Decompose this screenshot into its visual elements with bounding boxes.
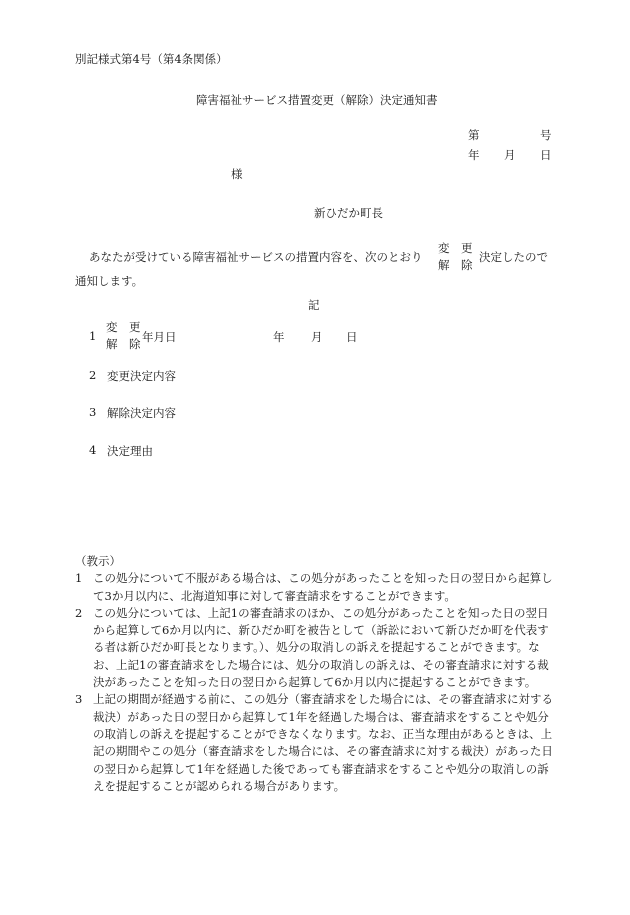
item-3-label: 解除決定内容 <box>107 406 176 420</box>
body-lead: あなたが受けている障害福祉サービスの措置内容を、次のとおり <box>89 250 423 264</box>
option-change: 変 更 <box>438 241 473 255</box>
option-release: 解 除 <box>438 258 473 272</box>
item-1-option-release: 解 除 <box>106 337 141 351</box>
form-label: 別記様式第4号（第4条関係） <box>75 52 228 66</box>
instruction-item-num: 2 <box>75 605 83 620</box>
item-4-num: 4 <box>89 443 97 457</box>
item-3-num: 3 <box>89 405 97 419</box>
body-option-stack <box>438 240 473 274</box>
item-1-month: 月 <box>311 330 323 344</box>
instruction-item-text: この処分について不服がある場合は、この処分があったことを知った日の翌日から起算して3か月以内に、北海道知事に対して審査請求をすることができます。 <box>93 571 553 603</box>
date-year: 年 <box>468 148 480 162</box>
instruction-heading: （教示） <box>75 554 121 568</box>
addressee-suffix: 様 <box>231 167 243 181</box>
item-2-num: 2 <box>89 368 97 382</box>
instruction-item-num: 3 <box>75 692 83 707</box>
date-month: 月 <box>504 148 516 162</box>
number-go: 号 <box>540 128 552 142</box>
item-1-day: 日 <box>346 330 358 344</box>
item-1-option-change: 変 更 <box>106 320 141 334</box>
instruction-item-text: 上記の期間が経過する前に、この処分（審査請求をした場合には、その審査請求に対する裁決）があった日の翌日から起算して1年を経過した場合は、審査請求をすることや処分の取消しの訴えを提起することができなくなります。なお、正当な理由があるときは、上記の期間やこの処分（審査請求をした場合には、その審査請求に対する裁決）があった日の翌日から起算して1年を経過した後であっても審査請求をすることや処分の取消しの訴えを提起することが認められる場合があります。 <box>93 692 553 793</box>
instruction-item-text: この処分については、上記1の審査請求のほか、この処分があったことを知った日の翌日から起算して6か月以内に、新ひだか町を被告として（訴訟において新ひだか町を代表する者は新ひだか町長となります。）、処分の取消しの訴えを提起することができます。なお、上記1の審査請求をした場合には、処分の取消しの訴えは、その審査請求に対する裁決があったことを知った日の翌日から起算して6か月以内に提起することができます。 <box>93 605 549 690</box>
document-title: 障害福祉サービス措置変更（解除）決定通知書 <box>196 93 438 107</box>
body-tail: 決定したので <box>479 250 548 264</box>
item-1-year: 年 <box>273 330 285 344</box>
issuer: 新ひだか町長 <box>314 206 383 220</box>
instruction-item <box>75 570 555 605</box>
item-1-num: 1 <box>89 329 97 343</box>
number-dai: 第 <box>468 128 480 142</box>
item-1-option-stack <box>106 319 141 353</box>
item-1-label: 年月日 <box>142 330 177 344</box>
item-4-label: 決定理由 <box>107 444 153 458</box>
date-day: 日 <box>540 148 552 162</box>
ki-heading: 記 <box>308 298 320 312</box>
instruction-section <box>75 553 555 795</box>
item-2-label: 変更決定内容 <box>107 369 176 383</box>
instruction-item-num: 1 <box>75 571 83 586</box>
instruction-item <box>75 605 555 691</box>
body-line2: 通知します。 <box>75 274 144 288</box>
instruction-item <box>75 691 555 795</box>
